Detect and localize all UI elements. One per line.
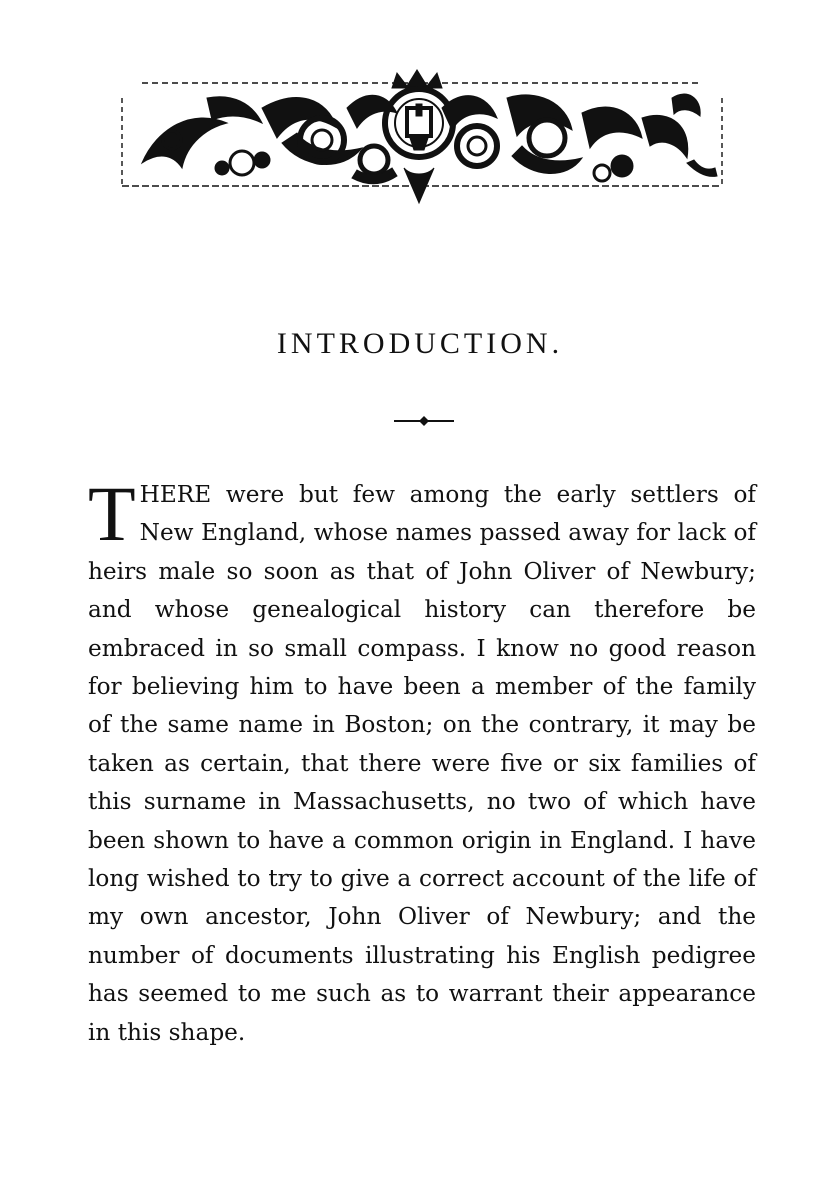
section-divider-ornament (394, 414, 454, 428)
floral-headpiece-ornament (112, 68, 732, 213)
paragraph-text: were but few among the early settlers of New England, whose names passed away for lack of heirs male so soon as that of John Oliver of Newbury; and whose genealogical history can therefore be embraced in so small compass. I know no good reason for believing him to have been a member of the family of the same name in Boston; on the contrary, it may be taken as certain, that there were five or six families of this surname in Massachusetts, no two of which have been shown to have a common origin in England. I have long wished to try to give a correct account of the life of my own ancestor, John Oliver of Newbury; and the number of documents illustrating his English pedigree has seemed to me such as to warrant their appearance in this shape. (88, 481, 756, 1046)
chapter-title: INTRODUCTION. (276, 327, 564, 360)
introduction-paragraph (88, 470, 756, 1052)
drop-cap-letter: T (88, 470, 136, 557)
first-word: HERE (139, 481, 212, 508)
